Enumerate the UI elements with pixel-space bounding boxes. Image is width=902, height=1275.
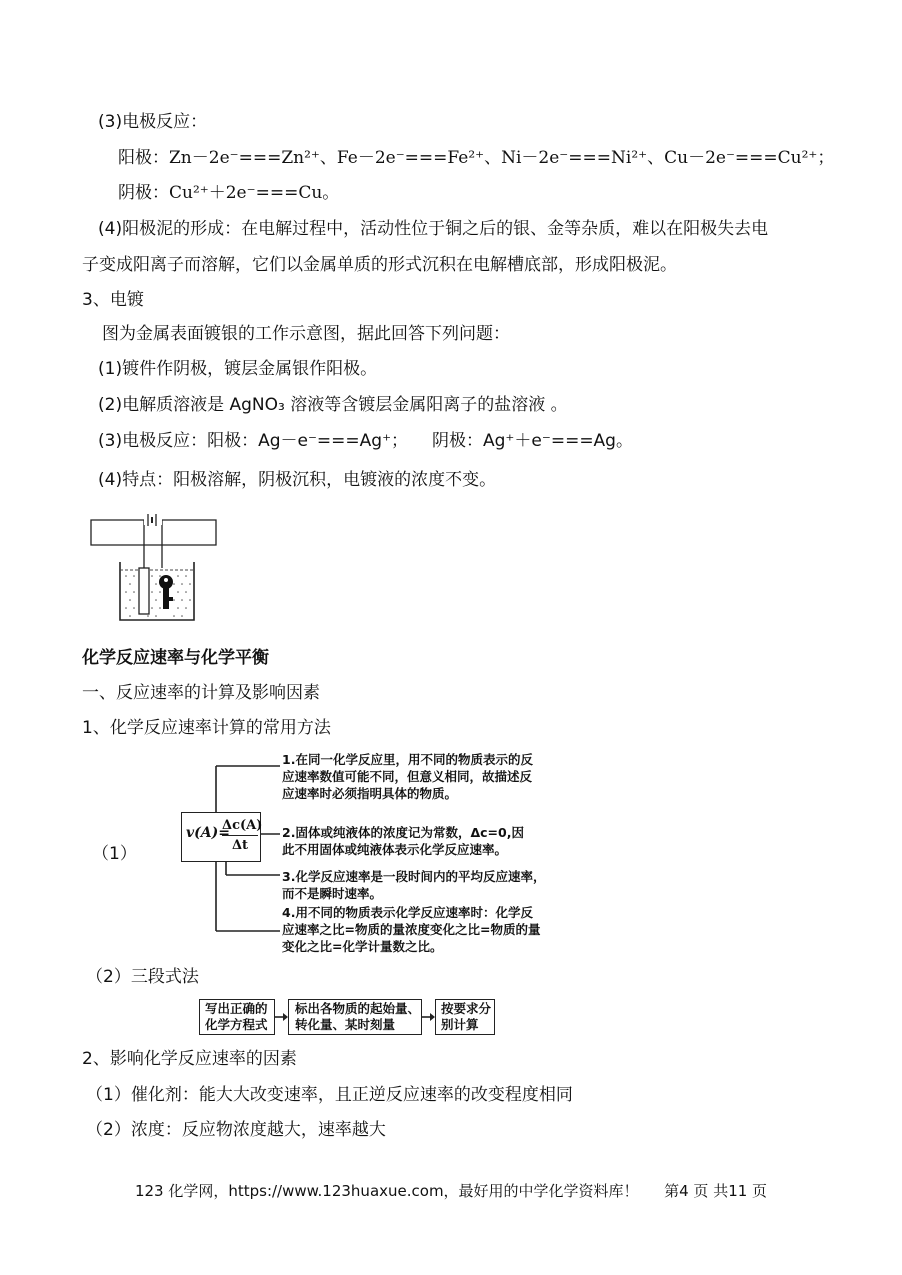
flow-step-1	[199, 999, 275, 1035]
rate-note-3-line1: 3.化学反应速率是一段时间内的平均反应速率，	[282, 869, 546, 884]
cathode-reaction: 阴极：Cu²⁺＋2e⁻===Cu。	[118, 183, 340, 203]
flow-arrow-2	[422, 1010, 436, 1024]
plating-intro: 图为金属表面镀银的工作示意图，据此回答下列问题：	[102, 324, 510, 344]
formula-numerator: Δc(A)	[222, 817, 258, 836]
footer-site-text: 123 化学网，https://www.123huaxue.com，最好用的中学化学资料库！	[134, 1182, 639, 1200]
kinetics-part-1: 一、反应速率的计算及影响因素	[82, 683, 320, 703]
method-1-label: （1）	[92, 844, 137, 864]
flow-step-1-line1: 写出正确的	[205, 1001, 268, 1016]
page-footer	[0, 1180, 902, 1202]
rate-note-1-line1: 1.在同一化学反应里，用不同的物质表示的反	[282, 752, 533, 767]
rate-note-1-line3: 应速率时必须指明具体的物质。	[282, 786, 458, 801]
rate-note-2-line1: 2.固体或纯液体的浓度记为常数，Δc=0,因	[282, 825, 524, 840]
rate-note-3-line2: 而不是瞬时速率。	[282, 886, 383, 901]
rate-note-2-line2: 此不用固体或纯液体表示化学反应速率。	[282, 842, 508, 857]
plating-item-2: (2)电解质溶液是 AgNO₃ 溶液等含镀层金属阳离子的盐溶液 。	[98, 395, 568, 415]
anode-mud-line2: 子变成阳离子而溶解，它们以金属单质的形式沉积在电解槽底部，形成阳极泥。	[82, 255, 677, 275]
plating-item-4: (4)特点：阳极溶解，阴极沉积，电镀液的浓度不变。	[98, 470, 497, 490]
formula-lhs: v(A)=	[186, 825, 230, 841]
factor-catalyst: （1）催化剂：能大大改变速率，且正逆反应速率的改变程度相同	[86, 1085, 573, 1105]
flow-step-3-line1: 按要求分	[441, 1001, 492, 1016]
formula-denominator: Δt	[231, 838, 249, 853]
footer-page-number: 第4 页 共11 页	[664, 1182, 768, 1200]
plating-item-3-cathode: 阴极：Ag⁺＋e⁻===Ag。	[432, 431, 633, 451]
flow-step-1-line2: 化学方程式	[205, 1017, 268, 1032]
flow-step-2	[288, 999, 422, 1035]
kinetics-title: 化学反应速率与化学平衡	[82, 648, 269, 668]
rate-note-1-line2: 应速率数值可能不同，但意义相同，故描述反	[282, 769, 533, 784]
flow-step-3	[435, 999, 495, 1035]
rate-formula-box	[181, 812, 261, 862]
anode-mud-line1: (4)阳极泥的形成：在电解过程中，活动性位于铜之后的银、金等杂质，难以在阳极失去电	[98, 219, 769, 239]
rate-note-4-line1: 4.用不同的物质表示化学反应速率时：化学反	[282, 905, 533, 920]
rate-note-4-line3: 变化之比=化学计量数之比。	[282, 939, 443, 954]
flow-arrow-1	[275, 1010, 289, 1024]
flow-step-3-line2: 别计算	[441, 1017, 479, 1032]
flow-step-2-line2: 转化量、某时刻量	[295, 1017, 396, 1032]
plating-heading: 3、电镀	[82, 290, 144, 310]
rate-note-4-line2: 应速率之比=物质的量浓度变化之比=物质的量	[282, 922, 541, 937]
method-2-label: （2）三段式法	[86, 967, 199, 987]
flow-step-2-line1: 标出各物质的起始量、	[295, 1001, 421, 1016]
kinetics-sub-2: 2、影响化学反应速率的因素	[82, 1049, 297, 1069]
anode-reaction: 阳极：Zn－2e⁻===Zn²⁺、Fe－2e⁻===Fe²⁺、Ni－2e⁻===Ni²⁺、Cu－2e⁻===Cu²⁺；	[118, 148, 835, 168]
electroplating-cell-diagram	[86, 512, 222, 624]
plating-item-3-anode: (3)电极反应：阳极：Ag－e⁻===Ag⁺；	[98, 431, 409, 451]
electrode-reaction-title: (3)电极反应：	[98, 112, 208, 132]
plating-item-1: (1)镀件作阴极，镀层金属银作阳极。	[98, 359, 378, 379]
kinetics-sub-1: 1、化学反应速率计算的常用方法	[82, 718, 331, 738]
factor-concentration: （2）浓度：反应物浓度越大，速率越大	[86, 1120, 386, 1140]
